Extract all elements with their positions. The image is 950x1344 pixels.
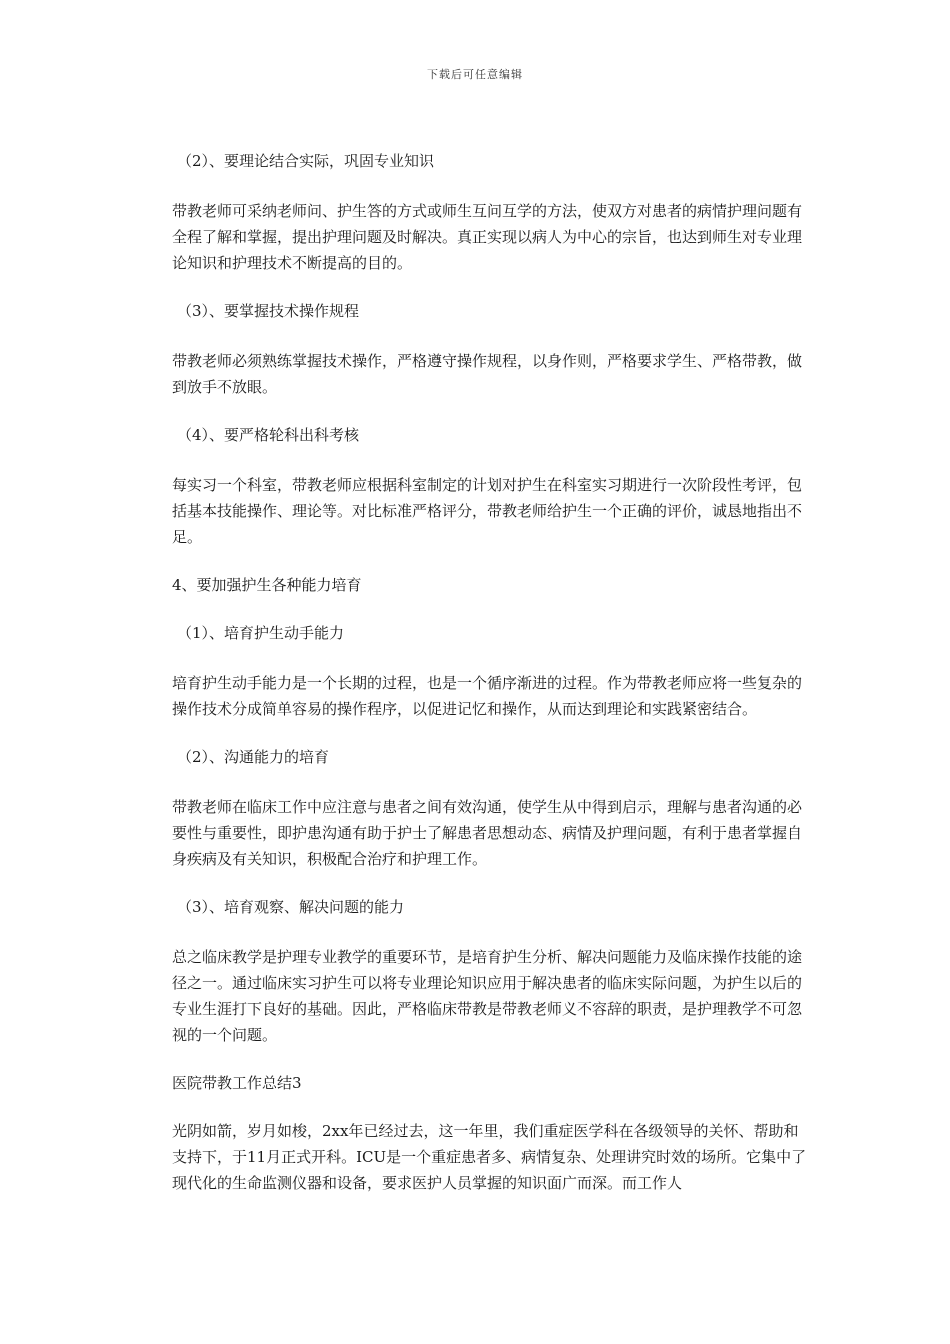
paragraph: 带教老师必须熟练掌握技术操作，严格遵守操作规程，以身作则，严格要求学生、严格带教，做到放手不放眼。: [172, 352, 803, 396]
page-header: 下载后可任意编辑: [427, 68, 523, 81]
paragraph: 带教老师在临床工作中应注意与患者之间有效沟通，使学生从中得到启示，理解与患者沟通的必要性与重要性，即护患沟通有助于护士了解患者思想动态、病情及护理问题，有利于患者掌握自身疾病及有关知识，积极配合治疗和护理工作。: [172, 798, 803, 868]
document-body: [172, 148, 812, 1218]
subheading: （2）、要理论结合实际，巩固专业知识: [177, 152, 435, 170]
subheading: （3）、培育观察、解决问题的能力: [177, 898, 405, 916]
subheading: （1）、培育护生动手能力: [177, 624, 345, 642]
subheading: （4）、要严格轮科出科考核: [177, 426, 360, 444]
paragraph: 光阴如箭，岁月如梭，2xx年已经过去，这一年里，我们重症医学科在各级领导的关怀、帮助和支持下，于11月正式开科。ICU是一个重症患者多、病情复杂、处理讲究时效的场所。它集中了现代化的生命监测仪器和设备，要求医护人员掌握的知识面广而深。而工作人: [172, 1122, 807, 1192]
paragraph: 培育护生动手能力是一个长期的过程，也是一个循序渐进的过程。作为带教老师应将一些复杂的操作技术分成简单容易的操作程序，以促进记忆和操作，从而达到理论和实践紧密结合。: [172, 674, 803, 718]
paragraph: 总之临床教学是护理专业教学的重要环节，是培育护生分析、解决问题能力及临床操作技能的途径之一。通过临床实习护生可以将专业理论知识应用于解决患者的临床实际问题，为护生以后的专业生涯打下良好的基础。因此，严格临床带教是带教老师义不容辞的职责，是护理教学不可忽视的一个问题。: [172, 948, 803, 1044]
paragraph: 每实习一个科室，带教老师应根据科室制定的计划对护生在科室实习期进行一次阶段性考评，包括基本技能操作、理论等。对比标准严格评分，带教老师给护生一个正确的评价，诚恳地指出不足。: [172, 476, 803, 546]
subheading: （3）、要掌握技术操作规程: [177, 302, 360, 320]
section-heading: 医院带教工作总结3: [172, 1074, 302, 1092]
section-heading: 4、要加强护生各种能力培育: [172, 576, 362, 594]
paragraph: 带教老师可采纳老师问、护生答的方式或师生互问互学的方法，使双方对患者的病情护理问题有全程了解和掌握，提出护理问题及时解决。真正实现以病人为中心的宗旨，也达到师生对专业理论知识和护理技术不断提高的目的。: [172, 202, 803, 272]
subheading: （2）、沟通能力的培育: [177, 748, 330, 766]
